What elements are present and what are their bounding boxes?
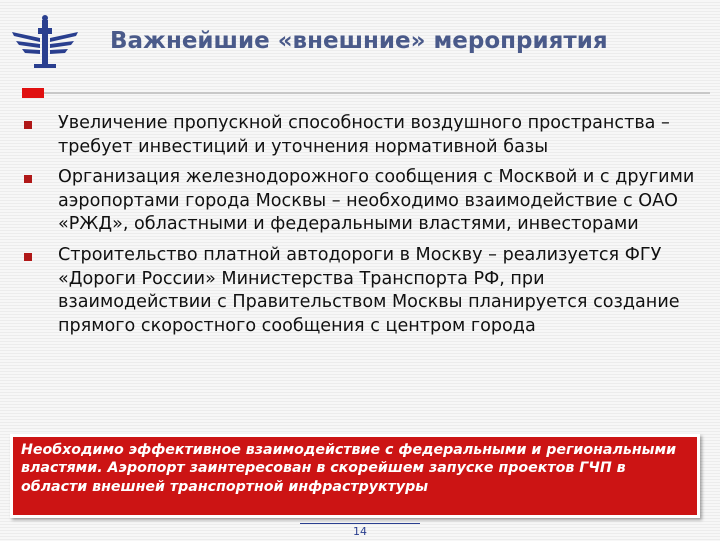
bullet-item <box>22 244 702 338</box>
divider-red-block <box>22 88 44 98</box>
callout-text: Необходимо эффективное взаимодействие с федеральными и региональными властями. Аэропорт заинтересован в скорейшем запуске проектов ГЧП в области внешней транспортной инфраструктуры <box>21 442 677 495</box>
bullet-text: Строительство платной автодороги в Москву – реализуется ФГУ «Дороги России» Министерства Транспорта РФ, при взаимодействии с Правительством Москвы планируется создание прямого скоростного сообщения с центром города <box>58 244 680 336</box>
bullet-square-icon <box>24 121 32 129</box>
bullet-square-icon <box>24 175 32 183</box>
airport-tower-wings-logo-icon <box>10 14 80 70</box>
slide-header <box>0 0 720 80</box>
bullet-item <box>22 166 702 237</box>
bullet-list <box>22 112 702 345</box>
bullet-text: Организация железнодорожного сообщения с Москвой и с другими аэропортами города Москвы – необходимо взаимодействие с ОАО «РЖД», областными и федеральными властями, инвесторами <box>58 167 695 235</box>
bullet-item <box>22 112 702 159</box>
bullet-square-icon <box>24 253 32 261</box>
page-number: 14 <box>300 523 420 541</box>
slide-title: Важнейшие «внешние» мероприятия <box>110 28 608 54</box>
divider-line <box>44 92 710 94</box>
title-divider <box>22 88 710 98</box>
bullet-text: Увеличение пропускной способности воздушного пространства – требует инвестиций и уточнения нормативной базы <box>58 113 670 157</box>
callout-box <box>10 434 700 518</box>
